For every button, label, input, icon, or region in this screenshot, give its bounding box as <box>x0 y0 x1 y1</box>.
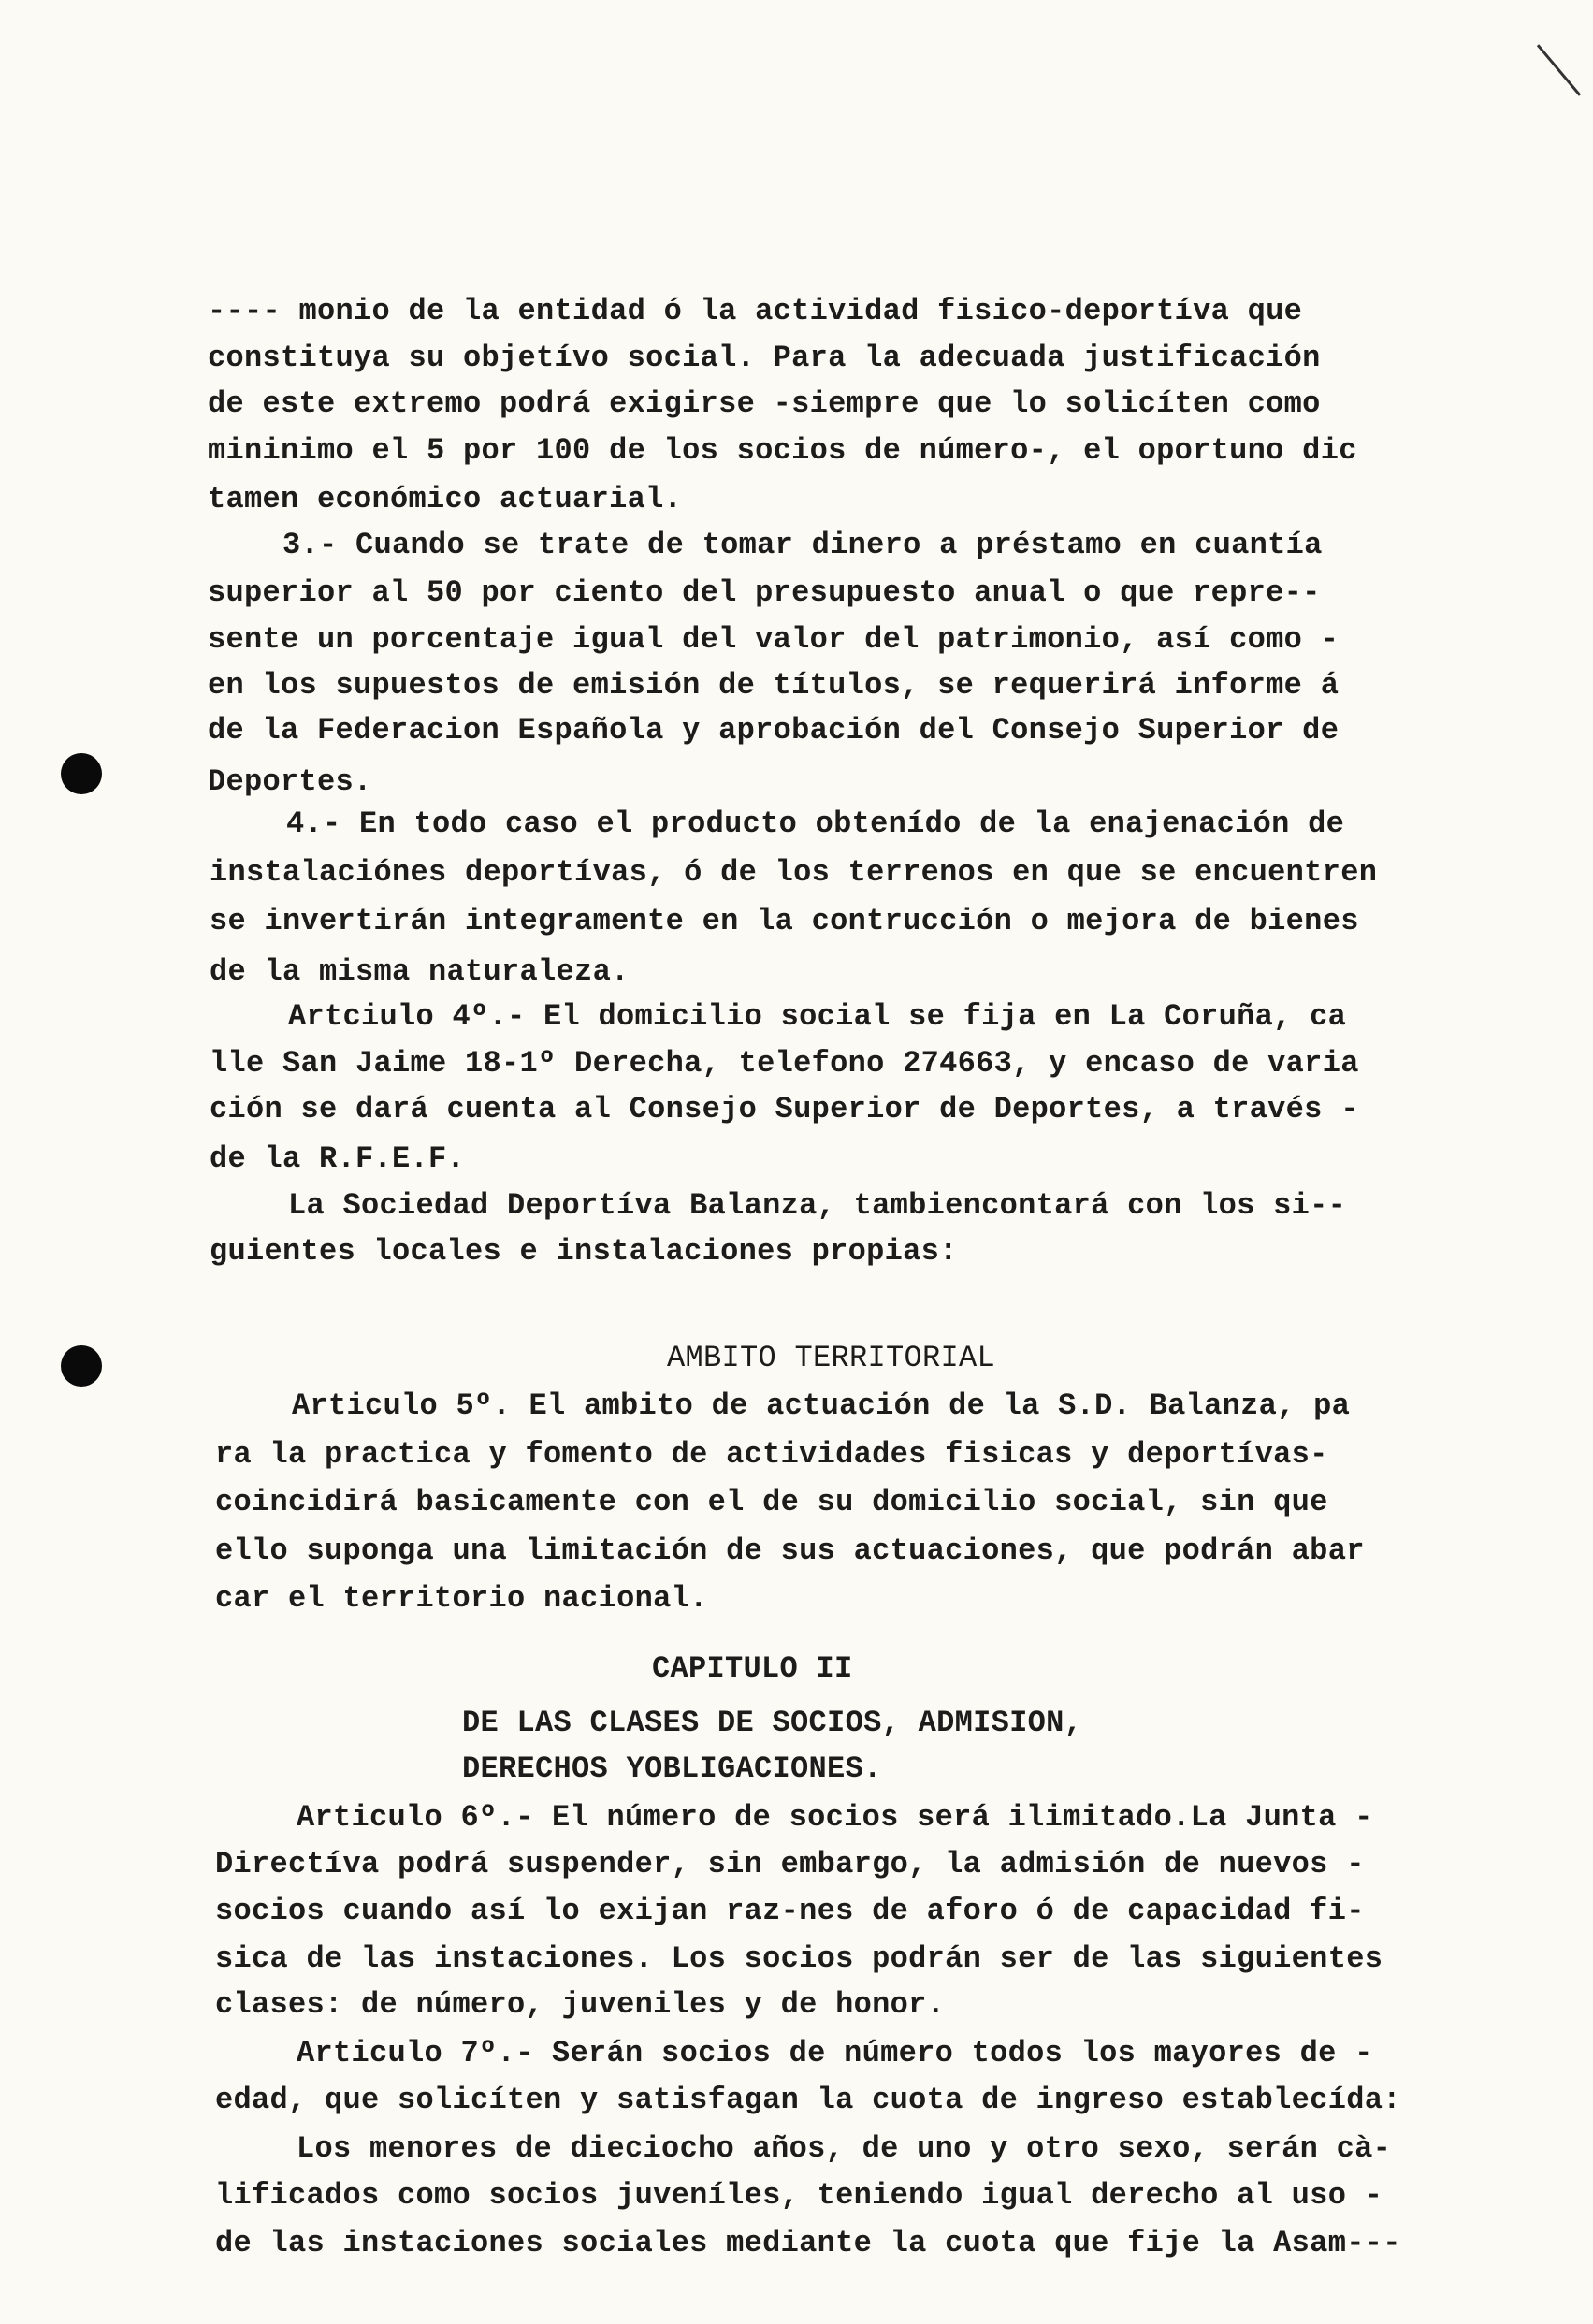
text-line: ción se dará cuenta al Consejo Superior de Deportes, a través - <box>210 1092 1359 1126</box>
text-line: ello suponga una limitación de sus actuaciones, que podrán abar <box>215 1533 1365 1568</box>
text-line: 3.- Cuando se trate de tomar dinero a préstamo en cuantía <box>282 528 1323 562</box>
text-line: car el territorio nacional. <box>215 1581 708 1616</box>
text-line: lificados como socios juveníles, teniendo igual derecho al uso - <box>215 2178 1383 2213</box>
text-line: sente un porcentaje igual del valor del patrimonio, así como - <box>208 622 1340 657</box>
text-line: de la R.F.E.F. <box>210 1141 466 1176</box>
chapter-subheading: DE LAS CLASES DE SOCIOS, ADMISION, <box>462 1706 1083 1740</box>
text-line: La Sociedad Deportíva Balanza, tambiencontará con los si-- <box>288 1188 1347 1223</box>
chapter-heading: CAPITULO II <box>652 1651 853 1686</box>
scan-mark <box>1537 44 1581 96</box>
text-line: de este extremo podrá exigirse -siempre que lo solicíten como <box>208 386 1321 421</box>
text-line: Articulo 6º.- El número de socios será ilimitado.La Junta - <box>297 1800 1373 1835</box>
text-line: en los supuestos de emisión de títulos, se requerirá informe á <box>208 668 1340 703</box>
text-line: Articulo 7º.- Serán socios de número todos los mayores de - <box>297 2036 1373 2070</box>
text-line: lle San Jaime 18-1º Derecha, telefono 274663, y encaso de varia <box>210 1046 1359 1081</box>
text-line: de las instaciones sociales mediante la cuota que fije la Asam--- <box>215 2226 1401 2260</box>
punch-hole <box>61 753 102 794</box>
text-line: de la misma naturaleza. <box>210 954 630 989</box>
chapter-subheading: DERECHOS YOBLIGACIONES. <box>462 1751 882 1786</box>
text-line: edad, que solicíten y satisfagan la cuota de ingreso establecída: <box>215 2083 1401 2117</box>
text-line: Artciulo 4º.- El domicilio social se fija en La Coruña, ca <box>288 999 1347 1034</box>
punch-hole <box>61 1345 102 1387</box>
text-line: ---- monio de la entidad ó la actividad fisico-deportíva que <box>208 294 1303 328</box>
text-line: superior al 50 por ciento del presupuesto anual o que repre-- <box>208 575 1321 610</box>
text-line: Deportes. <box>208 764 372 799</box>
text-line: Directíva podrá suspender, sin embargo, la admisión de nuevos - <box>215 1847 1365 1881</box>
text-line: ra la practica y fomento de actividades fisicas y deportívas- <box>215 1437 1328 1472</box>
text-line: sica de las instaciones. Los socios podrán ser de las siguientes <box>215 1941 1383 1976</box>
text-line: mininimo el 5 por 100 de los socios de número-, el oportuno dic <box>208 433 1357 468</box>
text-line: se invertirán integramente en la contrucción o mejora de bienes <box>210 904 1359 938</box>
text-line: coincidirá basicamente con el de su domicilio social, sin que <box>215 1485 1328 1519</box>
text-line: constituya su objetívo social. Para la adecuada justificación <box>208 341 1321 375</box>
text-line: guientes locales e instalaciones propias: <box>210 1234 958 1269</box>
text-line: Articulo 5º. El ambito de actuación de la S.D. Balanza, pa <box>292 1388 1351 1423</box>
text-line: Los menores de dieciocho años, de uno y otro sexo, serán cà- <box>297 2131 1392 2166</box>
text-line: 4.- En todo caso el producto obtenído de la enajenación de <box>286 806 1345 841</box>
text-line: clases: de número, juveniles y de honor. <box>215 1987 946 2022</box>
text-line: de la Federacion Española y aprobación del Consejo Superior de <box>208 713 1340 748</box>
text-line: socios cuando así lo exijan raz-nes de aforo ó de capacidad fi- <box>215 1894 1365 1928</box>
text-line: tamen económico actuarial. <box>208 482 683 516</box>
section-heading: AMBITO TERRITORIAL <box>667 1341 996 1375</box>
text-line: instalaciónes deportívas, ó de los terrenos en que se encuentren <box>210 855 1378 890</box>
